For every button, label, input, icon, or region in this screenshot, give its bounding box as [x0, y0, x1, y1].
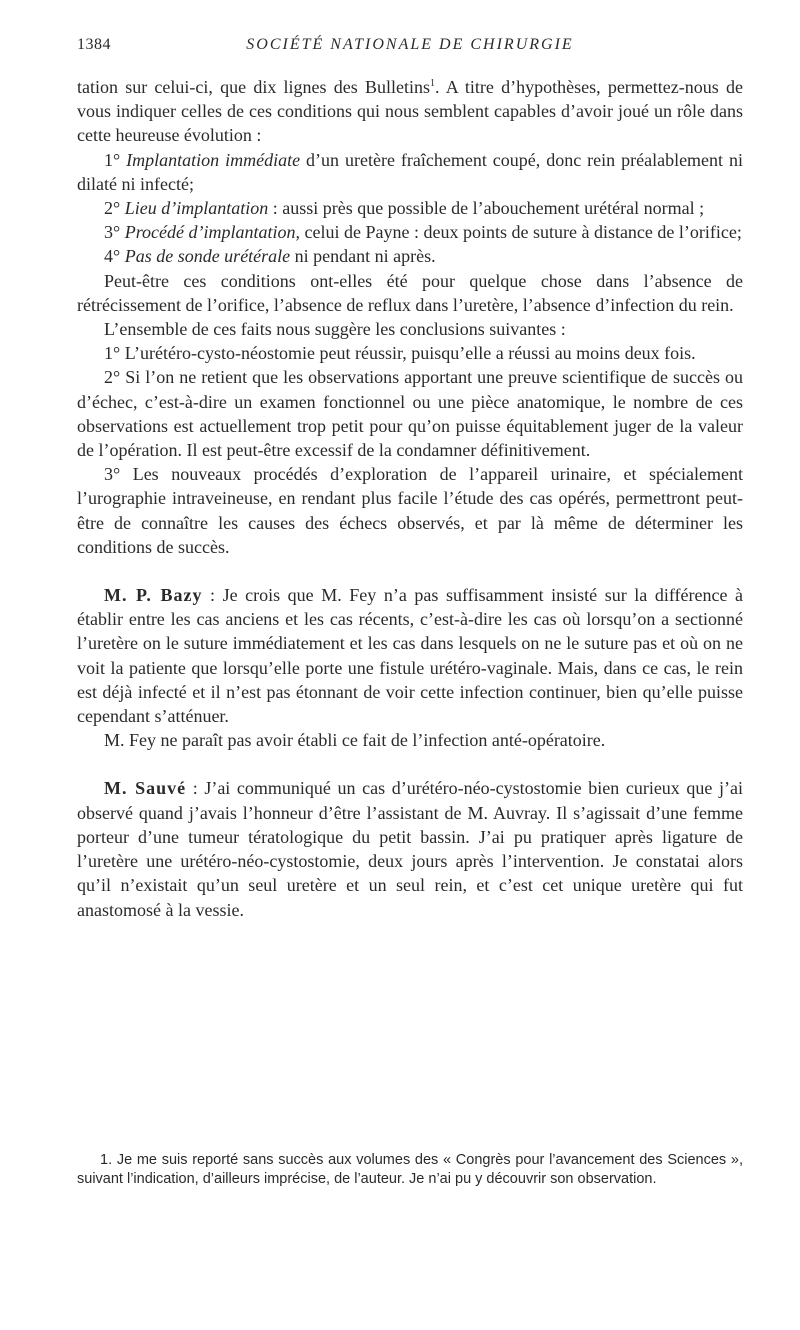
- condition-4: 4° Pas de sonde urétérale ni pendant ni après.: [104, 246, 436, 267]
- footnote-ref: 1: [429, 78, 435, 89]
- conclusion-3: 3° Les nouveaux procédés d’exploration de l’appareil urinaire, et spécialement l’urographie intraveineuse, en rendant plus facile l’étude des cas opérés, permettront peut-être de connaître les causes des échecs observés, et par là même de déterminer les conditions de succès.: [77, 464, 743, 557]
- sauve-remark: M. Sauvé : J’ai communiqué un cas d’urétéro-néo-cystostomie bien curieux que j’ai observé quand j’avais l’honneur d’être l’assistant de M. Auvray. Il s’agissait d’une femme porteur d’une tumeur tératologique du petit bassin. J’ai pu pratiquer après ligature de l’uretère une urétéro-néo-cystostomie, deux jours après l’intervention. Je constatai alors qu’il n’existait qu’un seul uretère et un seul rein, et c’est cet unique uretère qui fut anastomosé à la vessie.: [77, 778, 743, 920]
- article-body: [77, 75, 743, 922]
- page-number: 1384: [77, 36, 111, 53]
- page-header: [77, 36, 743, 60]
- paragraph-intro: tation sur celui-ci, que dix lignes des Bulletins$^1$. A titre d’hypothèses, permettez-nous de vous indiquer celles de ces conditions qui nous semblent capables d’avoir joué un rôle dans cette heureuse évolution :: [77, 77, 743, 146]
- speaker-sauve: M. Sauvé: [104, 778, 187, 799]
- conclusion-1: 1° L’urétéro-cysto-néostomie peut réussir, puisqu’elle a réussi au moins deux fois.: [104, 343, 696, 364]
- running-title: SOCIÉTÉ NATIONALE DE CHIRURGIE: [246, 36, 574, 53]
- condition-1: 1° Implantation immédiate d’un uretère fraîchement coupé, donc rein préalablement ni dilaté ni infecté;: [77, 149, 744, 194]
- conclusion-2: 2° Si l’on ne retient que les observations apportant une preuve scientifique de succès ou d’échec, c’est-à-dire un examen fonctionnel ou une pièce anatomique, le nombre de ces observations est actuellement trop petit pour qu’on puisse équitablement juger de la valeur de l’opération. Il est peut-être excessif de la condamner définitivement.: [77, 367, 743, 461]
- footnote-text: 1. Je me suis reporté sans succès aux volumes des « Congrès pour l’avancement des Sciences », suivant l’indication, d’ailleurs imprécise, de l’auteur. Je n’ai pu y découvrir son observation.: [77, 1152, 743, 1187]
- footnote: [77, 1151, 743, 1189]
- paragraph-absence: Peut-être ces conditions ont-elles été pour quelque chose dans l’absence de rétrécissement de l’orifice, l’absence de reflux dans l’uretère, l’absence d’infection du rein.: [77, 270, 743, 315]
- bazy-remark-2: M. Fey ne paraît pas avoir établi ce fait de l’infection anté-opératoire.: [104, 730, 606, 751]
- condition-2: 2° Lieu d’implantation : aussi près que possible de l’abouchement urétéral normal ;: [104, 198, 705, 219]
- condition-3: 3° Procédé d’implantation, celui de Payne : deux points de suture à distance de l’orifice;: [104, 222, 742, 243]
- paragraph-conclusions-intro: L’ensemble de ces faits nous suggère les conclusions suivantes :: [104, 319, 566, 340]
- speaker-bazy: M. P. Bazy: [104, 585, 203, 606]
- bazy-remark: M. P. Bazy : Je crois que M. Fey n’a pas suffisamment insisté sur la différence à établir entre les cas anciens et les cas récents, c’est-à-dire les cas où lorsqu’on a sectionné l’uretère on le suture immédiatement et les cas dans lesquels on ne le suture pas et où on ne voit la patiente que lorsqu’elle porte une fistule urétéro-vaginale. Mais, dans ce cas, le rein est déjà infecté et il n’est pas étonnant de voir cette infection continuer, bien qu’elle puisse cependant s’atténuer.: [77, 585, 743, 727]
